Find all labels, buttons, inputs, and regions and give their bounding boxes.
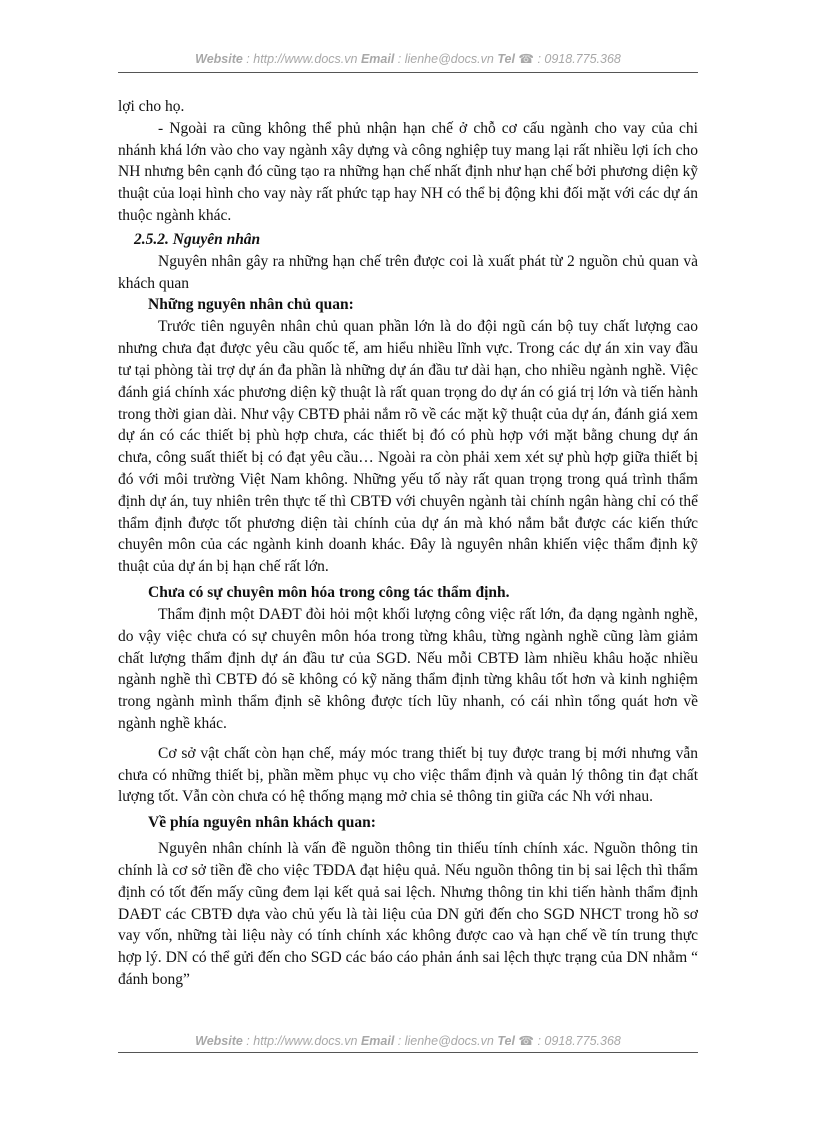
header-rule <box>118 72 698 73</box>
page-header <box>118 51 698 66</box>
footer-website-label: Website <box>195 1034 243 1048</box>
section-heading: 2.5.2. Nguyên nhân <box>134 230 261 248</box>
footer-rule <box>118 1052 698 1053</box>
page-footer <box>118 1033 698 1048</box>
header-website-label: Website <box>195 52 243 66</box>
footer-email-label: Email <box>360 1034 395 1048</box>
header-tel-value: ☎ : 0918.775.368 <box>514 52 621 66</box>
heading-specialization: Chưa có sự chuyên môn hóa trong công tác thẩm định. <box>148 583 510 601</box>
paragraph-objective-causes: Nguyên nhân chính là vấn đề nguồn thông tin thiếu tính chính xác. Nguồn thông tin chính là cơ sở tiền đề cho việc TĐDA đạt hiệu quả. Nếu nguồn thông tin bị sai lệch thì thẩm định có tốt đến mấy cũng đem lại kết quả sai lệch. Nhưng thông tin khi tiến hành thẩm định DAĐT các CBTĐ dựa vào chủ yếu là tài liệu của DN gửi đến cho SGD NHCT trong hồ sơ vay vốn, những tài liệu này có tính chính xác không được cao và hạn chế về tín trung thực hợp lý. DN có thể gửi đến cho SGD các báo cáo phản ánh sai lệch thực trạng của DN nhằm “ đánh bong” <box>118 840 698 988</box>
heading-objective-causes: Về phía nguyên nhân khách quan: <box>148 814 376 832</box>
header-email-label: Email <box>360 52 395 66</box>
paragraph-subjective-causes: Trước tiên nguyên nhân chủ quan phần lớn là do đội ngũ cán bộ tuy chất lượng cao nhưng chưa đạt được yêu cầu quốc tế, am hiểu nhiều lĩnh vực. Trong các dự án xin vay đầu tư tại phòng tài trợ dự án đa phần là những dự án đầu tư dài hạn, cho nhiều ngành nghề. Việc đánh giá chính xác phương diện kỹ thuật là rất quan trọng do dự án có giá trị lớn và tiến hành trong thời gian dài. Như vậy CBTĐ phải nắm rõ về các mặt kỹ thuật của dự án, đánh giá xem dự án có các thiết bị phù hợp chưa, các thiết bị đó có phù hợp với mặt bằng chung dự án chưa, công suất thiết bị có đạt yêu cầu… Ngoài ra còn phải xem xét sự phù hợp giữa thiết bị đó với môi trường Việt Nam không. Những yếu tố này rất quan trọng trong quá trình thẩm định dự án, tuy nhiên trên thực tế thì CBTĐ với chuyên ngành tài chính ngân hàng chỉ có thể thẩm định được tốt phương diện tài chính của dự án mà khó nắm bắt được các kiến thức chuyên môn của các ngành kinh doanh khác. Đây là nguyên nhân khiến việc thẩm định kỹ thuật của dự án bị hạn chế rất lớn. <box>118 318 698 576</box>
paragraph-sector-limit: - Ngoài ra cũng không thể phủ nhận hạn chế ở chỗ cơ cấu ngành cho vay của chi nhánh khá lớn vào cho vay ngành xây dựng và công nghiệp tuy mang lại rất nhiều lợi ích cho NH nhưng bên cạnh đó cũng tạo ra những hạn chế nhất định như hạn chế bởi phương diện kỹ thuật của loại hình cho vay này rất phức tạp hay NH có thể bị động khi đối mặt với các dự án thuộc ngành khác. <box>118 119 698 224</box>
heading-subjective-causes: Những nguyên nhân chủ quan: <box>148 296 354 314</box>
paragraph-causes-intro: Nguyên nhân gây ra những hạn chế trên được coi là xuất phát từ 2 nguồn chủ quan và khách quan <box>118 252 698 292</box>
footer-tel-value: ☎ : 0918.775.368 <box>514 1034 621 1048</box>
paragraph-continuation: lợi cho họ. <box>118 98 185 115</box>
footer-website-url[interactable]: : http://www.docs.vn <box>242 1034 361 1048</box>
footer-tel-label: Tel <box>497 1034 515 1048</box>
header-tel-label: Tel <box>497 52 515 66</box>
page-body <box>118 96 698 991</box>
header-email-value[interactable]: : lienhe@docs.vn <box>394 52 498 66</box>
paragraph-facilities: Cơ sở vật chất còn hạn chế, máy móc trang thiết bị tuy được trang bị mới nhưng vẫn chưa có những thiết bị, phần mềm phục vụ cho việc thẩm định và quản lý thông tin đạt chất lượng tốt. Vẫn còn chưa có hệ thống mạng mở chia sẻ thông tin giữa các Nh với nhau. <box>118 744 698 806</box>
header-website-url[interactable]: : http://www.docs.vn <box>242 52 361 66</box>
paragraph-specialization: Thẩm định một DAĐT đòi hỏi một khối lượng công việc rất lớn, đa dạng ngành nghề, do vậy việc chưa có sự chuyên môn hóa trong từng khâu, từng ngành nghề cũng làm giảm chất lượng thẩm định dự án đầu tư của SGD. Nếu mỗi CBTĐ làm nhiều khâu hoặc nhiều ngành nghề thì CBTĐ đó sẽ không có kỹ năng thẩm định từng khâu tốt hơn và kinh nghiệm trong ngành mình thẩm định sẽ không được tích lũy nhanh, có cái nhìn tổng quát hơn về ngành nghề khác. <box>118 605 698 732</box>
footer-email-value[interactable]: : lienhe@docs.vn <box>394 1034 498 1048</box>
